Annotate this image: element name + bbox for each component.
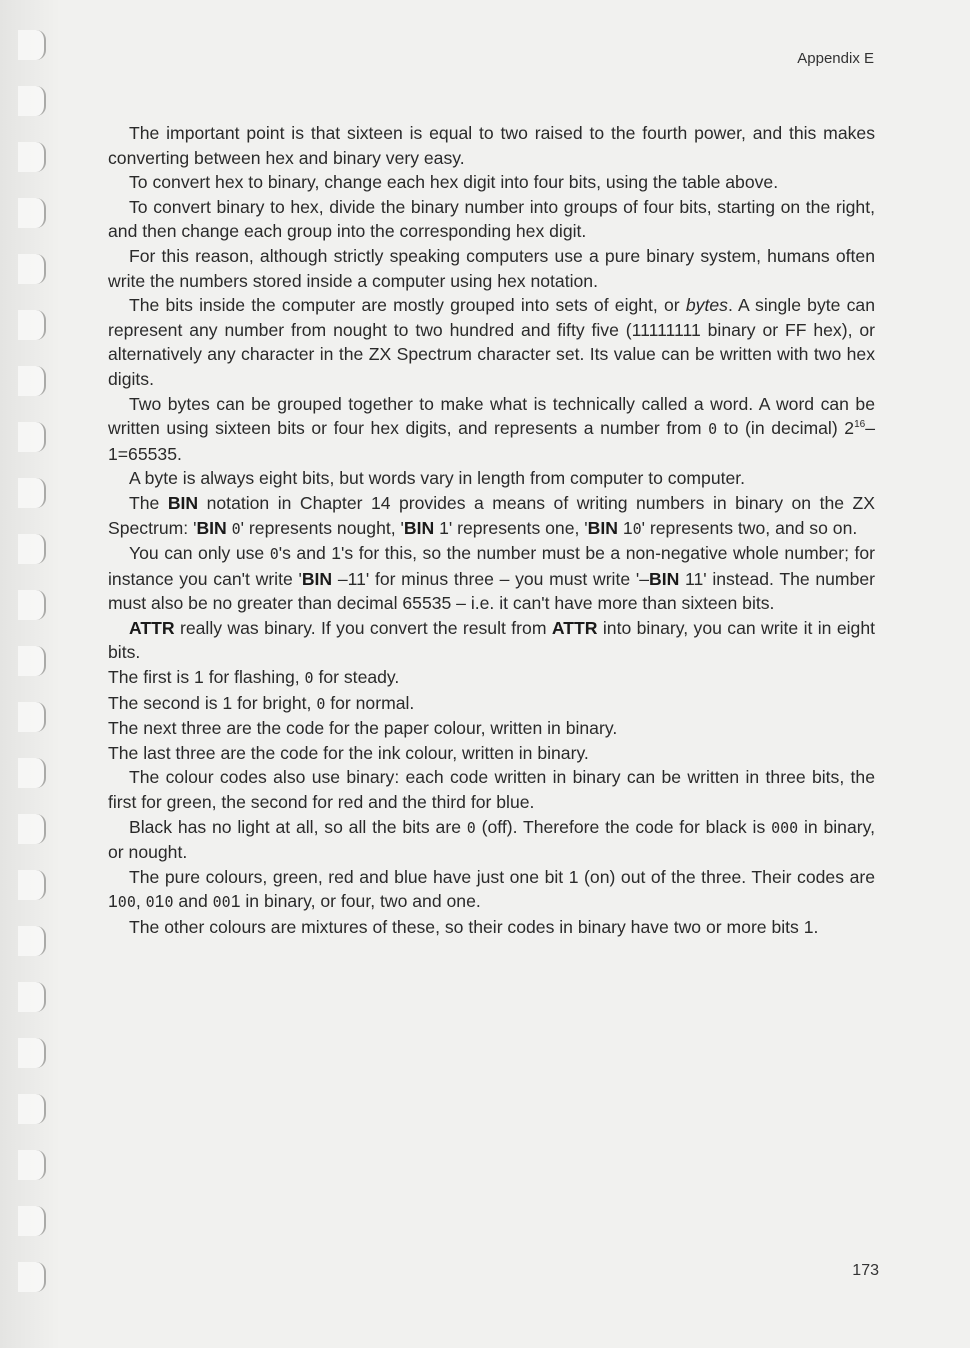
text-run: Black has no light at all, so all the bits are bbox=[129, 816, 467, 837]
binding-hole bbox=[18, 1206, 46, 1236]
paragraph: The next three are the code for the paper colour, written in binary. bbox=[108, 718, 618, 739]
paragraph: The important point is that sixteen is equal to two raised to the fourth power, and this makes converting between hex and binary very easy. bbox=[108, 123, 875, 168]
binding-hole bbox=[18, 30, 46, 60]
binding-hole bbox=[18, 646, 46, 676]
text-run: into binary, you can write it in eight bits. bbox=[108, 617, 876, 663]
text-run: really was binary. If you convert the result from bbox=[174, 617, 552, 638]
binding-hole bbox=[18, 982, 46, 1012]
paragraph bbox=[108, 491, 875, 541]
text-run: ' represents two, and so on. bbox=[641, 517, 858, 538]
binding-hole bbox=[18, 590, 46, 620]
zero-digit: 0 bbox=[466, 818, 476, 837]
text-run: ' represents nought, ' bbox=[240, 517, 404, 538]
running-header: Appendix E bbox=[797, 50, 874, 67]
paragraph bbox=[108, 293, 875, 391]
binding-hole bbox=[18, 1262, 46, 1292]
binding-hole bbox=[18, 1094, 46, 1124]
binding-hole bbox=[18, 366, 46, 396]
binding-hole bbox=[18, 198, 46, 228]
zero-digits: 00 bbox=[212, 893, 231, 912]
zero-digit: 0 bbox=[164, 893, 174, 912]
zero-digit: 0 bbox=[145, 893, 155, 912]
binding-hole bbox=[18, 758, 46, 788]
paragraph bbox=[108, 865, 875, 915]
text-run: –1=65535. bbox=[108, 418, 875, 464]
binding-hole bbox=[18, 814, 46, 844]
superscript: 16 bbox=[854, 419, 866, 431]
body-text bbox=[108, 121, 875, 940]
zero-digits: 00 bbox=[117, 893, 136, 912]
paragraph: The other colours are mixtures of these, so their codes in binary have two or more bits 1. bbox=[129, 917, 819, 937]
text-run: for steady. bbox=[313, 667, 400, 688]
paragraph bbox=[108, 665, 875, 691]
text-run: 1 bbox=[154, 891, 165, 912]
paragraph: A byte is always eight bits, but words vary in length from computer to computer. bbox=[129, 468, 746, 489]
paragraph bbox=[108, 541, 875, 616]
spiral-binding bbox=[0, 0, 60, 1348]
text-run: –11' for minus three – you must write '– bbox=[332, 568, 649, 589]
zero-digit: 0 bbox=[231, 519, 241, 538]
text-run: 1 bbox=[617, 517, 633, 538]
text-run: You can only use bbox=[129, 543, 270, 564]
text-run: The bbox=[129, 492, 168, 513]
text-run: notation in Chapter 14 provides a means of writing numbers in binary on the ZX Spectrum: ' bbox=[108, 492, 875, 538]
text-run: for normal. bbox=[325, 692, 415, 713]
binary-code: 000 bbox=[771, 818, 799, 837]
zero-digit: 0 bbox=[708, 420, 718, 439]
paragraph: To convert hex to binary, change each hex digit into four bits, using the table above. bbox=[129, 172, 779, 193]
text-run: in binary, or nought. bbox=[108, 816, 875, 863]
text-run: Two bytes can be grouped together to make what is technically called a word. A word can be written using sixteen bits or four hex digits, and represents a number from bbox=[108, 393, 875, 439]
binding-hole bbox=[18, 534, 46, 564]
binding-hole bbox=[18, 310, 46, 340]
keyword-bin: BIN bbox=[648, 568, 680, 589]
paragraph: For this reason, although strictly speaking computers use a pure binary system, humans often write the numbers stored inside a computer using hex notation. bbox=[108, 245, 875, 291]
binding-hole bbox=[18, 926, 46, 956]
keyword-bin: BIN bbox=[301, 568, 333, 589]
text-run: and bbox=[173, 891, 213, 912]
zero-digit: 0 bbox=[316, 694, 326, 713]
paragraph bbox=[108, 691, 875, 717]
text-run: 1 in binary, or four, two and one. bbox=[230, 891, 481, 912]
binding-hole bbox=[18, 86, 46, 116]
keyword-bin: BIN bbox=[403, 517, 435, 538]
text-run: The pure colours, green, red and blue have just one bit 1 (on) out of the three. Their codes are 1 bbox=[108, 866, 875, 912]
binding-hole bbox=[18, 870, 46, 900]
text-run: 11' instead. The number must also be no greater than decimal 65535 – i.e. it can't have more than sixteen bits. bbox=[108, 568, 875, 614]
text-run: 's and 1's for this, so the number must be a non-negative whole number; for instance you can't write ' bbox=[108, 543, 875, 589]
zero-digit: 0 bbox=[304, 669, 314, 688]
paragraph: The colour codes also use binary: each code written in binary can be written in three bits, the first for green, the second for red and the third for blue. bbox=[108, 767, 875, 813]
paragraph: The last three are the code for the ink colour, written in binary. bbox=[108, 742, 589, 763]
zero-digit: 0 bbox=[632, 519, 642, 538]
keyword-bin: BIN bbox=[587, 517, 618, 538]
paragraph: To convert binary to hex, divide the binary number into groups of four bits, starting on the right, and then change each group into the corresponding hex digit. bbox=[108, 196, 875, 242]
text-run: 1' represents one, ' bbox=[434, 517, 588, 538]
emphasis-bytes: bytes bbox=[685, 295, 728, 316]
binding-hole bbox=[18, 254, 46, 284]
text-run: . A single byte can represent any number from nought to two hundred and fifty five (11111111 binary or FF hex), or alternatively any character in the ZX Spectrum character set. Its value can be written with two hex digits. bbox=[108, 295, 876, 389]
text-run: The second is 1 for bright, bbox=[108, 692, 317, 713]
zero-digit: 0 bbox=[269, 545, 279, 564]
binding-hole bbox=[18, 142, 46, 172]
keyword-attr: ATTR bbox=[129, 617, 175, 638]
binding-hole bbox=[18, 422, 46, 452]
binding-hole bbox=[18, 702, 46, 732]
keyword-bin: BIN bbox=[167, 492, 199, 513]
page-number: 173 bbox=[852, 1262, 879, 1279]
keyword-attr: ATTR bbox=[551, 617, 598, 638]
text-run: The bits inside the computer are mostly grouped into sets of eight, or bbox=[129, 295, 686, 316]
text-run: to (in decimal) 2 bbox=[717, 418, 855, 439]
binding-hole bbox=[18, 478, 46, 508]
keyword-bin: BIN bbox=[196, 517, 227, 538]
text-run: The first is 1 for flashing, bbox=[108, 667, 305, 688]
binding-hole bbox=[18, 1038, 46, 1068]
paragraph bbox=[108, 815, 875, 865]
binding-hole bbox=[18, 1150, 46, 1180]
paragraph bbox=[108, 616, 875, 665]
paragraph bbox=[108, 392, 875, 467]
text-run: (off). Therefore the code for black is bbox=[475, 816, 772, 837]
text-run: , bbox=[135, 891, 146, 912]
